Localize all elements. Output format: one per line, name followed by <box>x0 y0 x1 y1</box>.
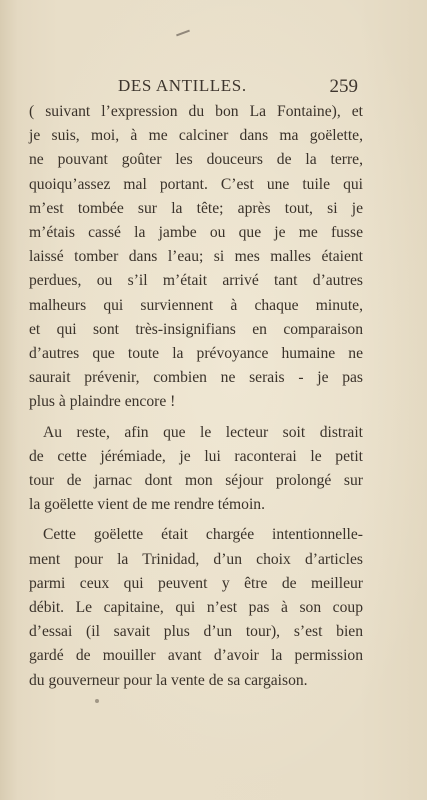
body-text <box>29 100 363 693</box>
running-head: DES ANTILLES. <box>118 76 247 95</box>
text-line: Au reste, afin que le lecteur soit distrait <box>43 423 363 441</box>
paragraph-3 <box>29 523 363 692</box>
text-line: saurait prévenir, combien ne serais - je pas <box>29 369 363 387</box>
text-line: plus à plaindre encore ! <box>29 393 176 411</box>
text-line: d’essai (il savait plus d’un tour), s’est bien <box>29 623 363 641</box>
ink-mark <box>176 30 190 37</box>
paragraph-1 <box>29 100 363 415</box>
text-line: m’étais cassé la jambe ou que je me fusse <box>29 224 363 242</box>
text-line: débit. Le capitaine, qui n’est pas à son coup <box>29 599 363 617</box>
text-line: du gouverneur pour la vente de sa cargaison. <box>29 671 308 689</box>
text-line: ( suivant l’expression du bon La Fontaine), et <box>29 103 363 120</box>
page-number: 259 <box>329 76 358 97</box>
text-line: malheurs qui surviennent à chaque minute, <box>29 296 363 314</box>
text-line: tour de jarnac dont mon séjour prolongé sur <box>29 472 363 490</box>
text-line: m’est tombée sur la tête; après tout, si je <box>29 199 363 217</box>
text-line: parmi ceux qui peuvent y être de meilleur <box>29 574 363 592</box>
text-line: Cette goëlette était chargée intentionnelle- <box>43 526 363 544</box>
text-line: la goëlette vient de me rendre témoin. <box>29 496 265 514</box>
text-line: de cette jérémiade, je lui raconterai le petit <box>29 447 363 465</box>
text-line: ne pouvant goûter les douceurs de la terre, <box>29 151 363 169</box>
text-line: ment pour la Trinidad, d’un choix d’articles <box>29 550 363 568</box>
page-header <box>118 76 358 98</box>
text-line: d’autres que toute la prévoyance humaine ne <box>29 345 363 363</box>
text-line: et qui sont très-insignifians en comparaison <box>29 320 363 338</box>
paragraph-2 <box>29 421 363 518</box>
text-line: laissé tomber dans l’eau; si mes malles étaient <box>29 248 363 266</box>
text-line: gardé de mouiller avant d’avoir la permission <box>29 647 363 665</box>
text-line: perdues, ou s’il m’était arrivé tant d’autres <box>29 272 363 290</box>
text-line: je suis, moi, à me calciner dans ma goëlette, <box>29 127 363 145</box>
text-line: quoiqu’assez mal portant. C’est une tuile qui <box>29 175 363 193</box>
paper-speck <box>95 699 99 703</box>
